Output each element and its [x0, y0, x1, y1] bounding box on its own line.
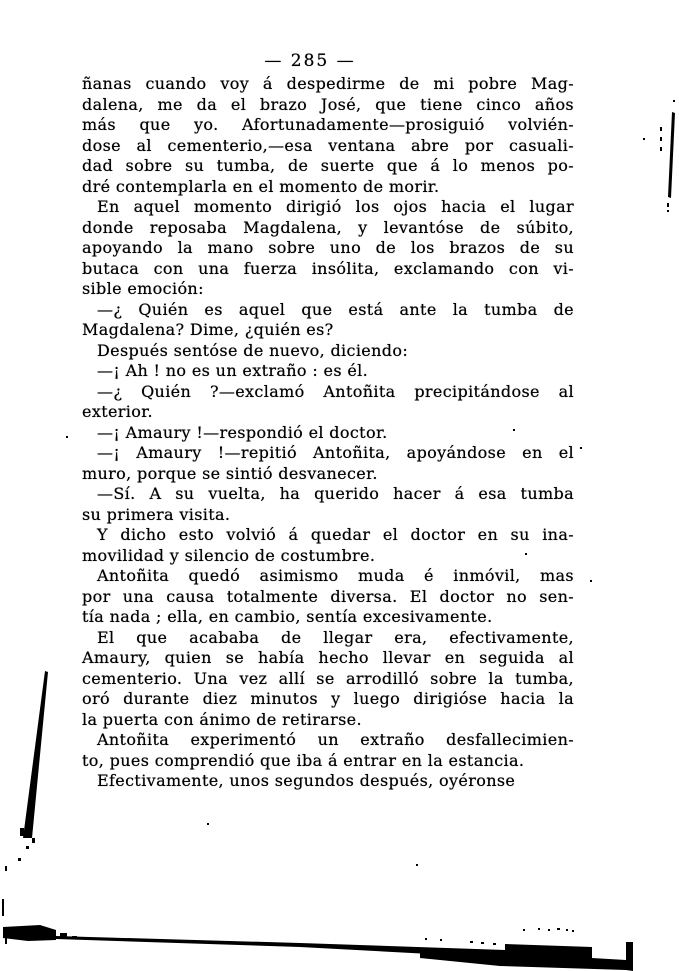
- paragraph: [82, 423, 574, 444]
- text-line: dré contemplarla en el momento de morir.: [82, 176, 440, 196]
- text-line: dalena, me da el brazo José, que tiene cinco años: [82, 94, 574, 114]
- page-number: — 285 —: [264, 51, 356, 71]
- text-line: tía nada ; ella, en cambio, sentía excesivamente.: [82, 607, 493, 626]
- scan-artifact-speck: [150, 940, 152, 942]
- scan-artifact-dash: [660, 147, 662, 151]
- text-line: Antoñita quedó asimismo muda é inmóvil, mas: [97, 566, 574, 585]
- page-text: [82, 74, 574, 792]
- scan-artifact-right-streak: [668, 112, 675, 198]
- text-line: —¡ Amaury !—respondió el doctor.: [97, 422, 388, 442]
- scan-artifact-speck: [470, 941, 473, 943]
- paragraph: [82, 341, 574, 362]
- scan-artifact-speck: [580, 447, 582, 449]
- scan-artifact-speck: [66, 436, 68, 438]
- paragraph: [82, 74, 574, 197]
- scan-artifact-speck: [667, 210, 669, 212]
- scan-artifact-speck: [178, 941, 180, 943]
- scan-artifact-dash: [660, 127, 662, 131]
- scan-artifact-speck: [20, 828, 24, 836]
- scan-artifact-speck: [667, 203, 669, 207]
- paragraph: [82, 771, 574, 792]
- text-line: más que yo. Afortunadamente—prosiguió volvién-: [82, 115, 574, 134]
- scan-artifact-speck: [493, 943, 496, 945]
- text-line: Magdalena? Dime, ¿quién es?: [82, 320, 334, 339]
- scan-artifact-speck: [416, 864, 418, 866]
- scan-artifact-speck: [32, 838, 35, 843]
- paragraph: [82, 197, 574, 300]
- text-line: Efectivamente, unos segundos después, oyéronse: [97, 771, 516, 790]
- text-line: Amaury, quien se había hecho llevar en seguida al: [82, 648, 574, 667]
- scan-artifact-speck: [425, 938, 427, 940]
- scan-artifact-speck: [5, 938, 7, 944]
- scan-artifact-speck: [207, 823, 209, 825]
- scan-artifact-speck: [232, 942, 234, 944]
- scan-artifact-speck: [548, 929, 550, 931]
- text-line: sible emoción:: [82, 279, 204, 298]
- paragraph: [82, 525, 574, 566]
- text-line: Antoñita experimentó un extraño desfallecimien-: [97, 730, 574, 749]
- text-line: Después sentóse de nuevo, diciendo:: [97, 340, 409, 360]
- scan-artifact-speck: [566, 929, 568, 931]
- text-line: El que acababa de llegar era, efectivamente,: [97, 627, 574, 647]
- text-line: butaca con una fuerza insólita, exclamando con vi-: [82, 258, 574, 278]
- scan-artifact-speck: [538, 928, 540, 930]
- text-line: —¿ Quién es aquel que está ante la tumba de: [97, 299, 574, 319]
- text-line: dose al cementerio,—esa ventana abre por casuali-: [82, 135, 574, 155]
- text-line: En aquel momento dirigió los ojos hacia el lugar: [97, 197, 574, 216]
- scan-artifact-speck: [557, 928, 560, 930]
- paragraph: [82, 628, 574, 731]
- text-line: ñanas cuando voy á despedirme de mi pobre Mag-: [82, 74, 574, 93]
- scan-artifact-edge-tick: [2, 899, 4, 916]
- scan-artifact-bottom-band-thick: [420, 942, 633, 971]
- scan-artifact-left-streak: [23, 671, 48, 838]
- scan-artifact-speck: [590, 580, 592, 582]
- text-line: apoyando la mano sobre uno de los brazos de su: [82, 238, 574, 257]
- scan-artifact-speck: [5, 866, 7, 871]
- scan-artifact-speck: [481, 942, 484, 944]
- scan-artifact-speck: [572, 930, 574, 932]
- scan-artifact-bottom-band-thin: [56, 936, 505, 958]
- scan-artifact-speck: [440, 939, 442, 941]
- scan-artifact-speck: [85, 938, 88, 940]
- text-line: —Sí. A su vuelta, ha querido hacer á esa tumba: [97, 484, 574, 503]
- scan-artifact-dash: [660, 137, 662, 141]
- text-line: donde reposaba Magdalena, y levantóse de súbito,: [82, 217, 574, 237]
- scan-artifact-speck: [26, 846, 29, 849]
- text-line: su primera visita.: [82, 504, 231, 524]
- text-line: —¡ Ah ! no es un extraño : es él.: [97, 361, 369, 380]
- text-line: —¿ Quién ?—exclamó Antoñita precipitándose al: [97, 381, 574, 401]
- text-line: oró durante diez minutos y luego dirigióse hacia la: [82, 689, 574, 708]
- text-line: por una causa totalmente diversa. El doctor no sen-: [82, 586, 574, 606]
- paragraph: [82, 566, 574, 628]
- scan-artifact-speck: [205, 941, 207, 943]
- scan-artifact-bottom-left-blob: [3, 925, 56, 941]
- text-line: muro, porque se sintió desvanecer.: [82, 463, 378, 483]
- text-line: cementerio. Una vez allí se arrodilló sobre la tumba,: [82, 668, 574, 688]
- paragraph: [82, 730, 574, 771]
- text-line: Y dicho esto volvió á quedar el doctor en su ina-: [97, 525, 574, 544]
- text-line: to, pues comprendió que iba á entrar en la estancia.: [82, 750, 525, 770]
- paragraph: [82, 484, 574, 525]
- scan-artifact-speck: [643, 138, 645, 140]
- paragraph: [82, 361, 574, 382]
- text-line: exterior.: [82, 402, 153, 421]
- text-line: movilidad y silencio de costumbre.: [82, 545, 376, 565]
- scan-artifact-speck: [523, 929, 525, 931]
- scan-artifact-speck: [18, 858, 21, 861]
- text-line: la puerta con ánimo de retirarse.: [82, 709, 362, 729]
- scan-artifact-speck: [60, 933, 67, 937]
- paragraph: [82, 382, 574, 423]
- text-line: dad sobre su tumba, de suerte que á lo menos po-: [82, 156, 574, 175]
- scan-artifact-speck: [72, 936, 77, 939]
- scan-artifact-speck: [673, 100, 675, 102]
- paragraph: [82, 300, 574, 341]
- text-line: —¡ Amaury !—repitió Antoñita, apoyándose en el: [97, 443, 574, 462]
- paragraph: [82, 443, 574, 484]
